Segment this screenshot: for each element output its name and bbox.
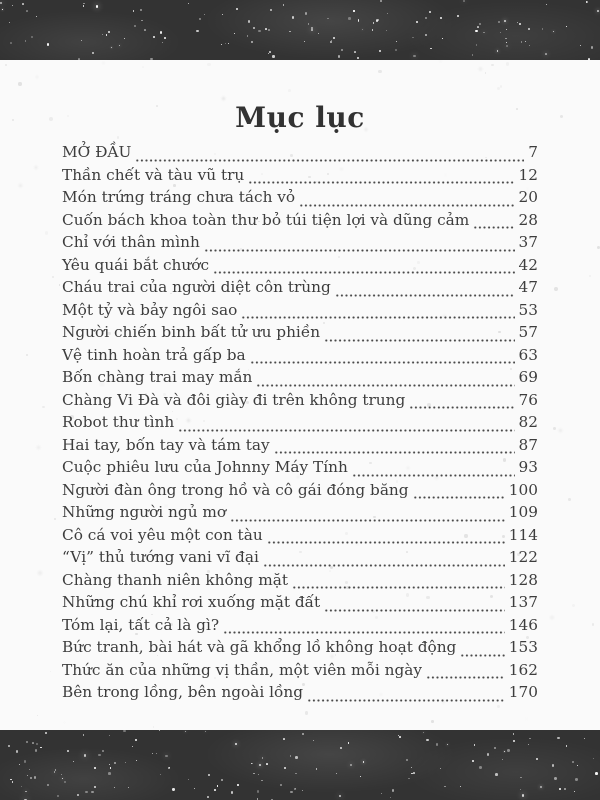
dot-leader <box>352 474 515 477</box>
toc-entry-title: “Vị” thủ tướng vani vĩ đại <box>62 548 259 566</box>
dot-leader <box>241 316 514 319</box>
toc-entry-page: 63 <box>518 345 538 364</box>
toc-entry-title: Chỉ với thân mình <box>62 233 200 251</box>
toc-entry-page: 82 <box>518 413 538 431</box>
dot-leader <box>135 159 524 162</box>
toc-entry-title: MỞ ĐẦU <box>62 143 132 161</box>
dot-leader <box>413 496 505 499</box>
dot-leader <box>409 406 514 409</box>
toc-entry-page: 87 <box>518 435 538 454</box>
dot-leader <box>250 361 515 364</box>
toc-entry-title: Người chiến binh bất tử ưu phiền <box>62 323 321 341</box>
toc-entry-page: 153 <box>508 638 538 656</box>
toc-entry <box>62 256 538 279</box>
toc-entry-title: Yêu quái bắt chước <box>62 255 210 274</box>
toc-entry-page: 146 <box>508 615 538 634</box>
toc-entry-page: 12 <box>518 165 538 184</box>
dot-leader <box>292 586 505 589</box>
toc-entry-page: 53 <box>518 300 538 319</box>
toc-entry-title: Những chú khỉ rơi xuống mặt đất <box>62 593 321 611</box>
toc-entry <box>62 301 538 324</box>
toc-entry-title: Cuốn bách khoa toàn thư bỏ túi tiện lợi và dũng cảm <box>62 210 470 229</box>
toc-entry <box>62 233 538 256</box>
dot-leader <box>248 181 514 184</box>
dot-leader <box>299 204 514 207</box>
toc-list <box>62 143 538 706</box>
dot-leader <box>335 294 515 297</box>
toc-entry-page: 100 <box>508 480 538 499</box>
toc-entry <box>62 638 538 661</box>
toc-entry-page: 170 <box>508 683 538 701</box>
toc-entry <box>62 526 538 549</box>
toc-entry-title: Bốn chàng trai may mắn <box>62 368 253 386</box>
toc-entry <box>62 458 538 481</box>
toc-entry-title: Những người ngủ mơ <box>62 503 227 521</box>
toc-entry-title: Bên trong lồng, bên ngoài lồng <box>62 683 303 701</box>
dot-leader <box>324 339 514 342</box>
toc-entry-page: 122 <box>508 548 538 566</box>
toc-entry <box>62 571 538 594</box>
dot-leader <box>213 271 515 274</box>
toc-entry-title: Thức ăn của những vị thần, một viên mỗi ngày <box>62 660 423 679</box>
dot-leader <box>274 451 515 454</box>
toc-entry <box>62 503 538 526</box>
dot-leader <box>307 699 505 702</box>
toc-entry-title: Tóm lại, tất cả là gì? <box>62 615 220 634</box>
toc-entry <box>62 166 538 189</box>
toc-entry-page: 93 <box>518 458 538 476</box>
toc-entry-page: 20 <box>518 188 538 206</box>
toc-entry-page: 114 <box>508 525 538 544</box>
dot-leader <box>223 631 505 634</box>
dot-leader <box>256 384 514 387</box>
toc-entry <box>62 346 538 369</box>
toc-entry-page: 76 <box>518 390 538 409</box>
toc-entry <box>62 278 538 301</box>
toc-entry-title: Một tỷ và bảy ngôi sao <box>62 300 238 319</box>
toc-entry <box>62 413 538 436</box>
toc-entry-page: 47 <box>518 278 538 296</box>
toc-entry <box>62 368 538 391</box>
toc-entry <box>62 323 538 346</box>
dot-leader <box>426 676 505 679</box>
toc-entry <box>62 211 538 234</box>
toc-entry-page: 7 <box>528 143 538 161</box>
toc-entry-title: Cuộc phiêu lưu của Johnny Máy Tính <box>62 458 348 476</box>
toc-entry <box>62 548 538 571</box>
toc-entry <box>62 593 538 616</box>
toc-entry <box>62 143 538 166</box>
toc-entry-page: 137 <box>508 593 538 611</box>
toc-entry-page: 42 <box>518 255 538 274</box>
toc-entry-page: 28 <box>518 210 538 229</box>
dot-leader <box>460 654 504 657</box>
toc-entry-page: 57 <box>518 323 538 341</box>
toc-entry <box>62 436 538 459</box>
dot-leader <box>267 541 505 544</box>
toc-entry <box>62 616 538 639</box>
toc-entry-title: Bức tranh, bài hát và gã khổng lồ không hoạt động <box>62 638 457 656</box>
toc-entry-title: Cô cá voi yêu một con tàu <box>62 525 263 544</box>
dot-leader <box>263 564 505 567</box>
toc-entry-title: Vệ tinh hoàn trả gấp ba <box>62 345 246 364</box>
toc-entry-title: Chàng thanh niên không mặt <box>62 570 288 589</box>
dot-leader <box>204 249 515 252</box>
toc-entry <box>62 683 538 706</box>
toc-entry <box>62 481 538 504</box>
toc-entry-title: Hai tay, bốn tay và tám tay <box>62 435 270 454</box>
toc-entry-page: 128 <box>508 570 538 589</box>
toc-entry-title: Người đàn ông trong hồ và cô gái đóng băng <box>62 480 409 499</box>
toc-entry-page: 69 <box>518 368 538 386</box>
toc-entry-title: Robot thư tình <box>62 413 175 431</box>
dot-leader <box>473 226 514 229</box>
toc-entry-title: Thần chết và tàu vũ trụ <box>62 165 245 184</box>
toc-entry-title: Món trứng tráng chưa tách vỏ <box>62 188 296 206</box>
toc-entry-title: Cháu trai của người diệt côn trùng <box>62 278 331 296</box>
dot-leader <box>230 519 505 522</box>
toc-entry-page: 37 <box>518 233 538 251</box>
toc-entry <box>62 188 538 211</box>
toc-entry-page: 109 <box>508 503 538 521</box>
dot-leader <box>324 609 505 612</box>
dot-leader <box>178 429 514 432</box>
toc-entry <box>62 391 538 414</box>
page-title: Mục lục <box>235 100 365 134</box>
toc-entry-title: Chàng Vi Đà và đôi giày đi trên không trung <box>62 390 406 409</box>
toc-entry-page: 162 <box>508 660 538 679</box>
starry-sky-bottom-band <box>0 730 600 800</box>
toc-entry <box>62 661 538 684</box>
starry-sky-top-band <box>0 0 600 60</box>
